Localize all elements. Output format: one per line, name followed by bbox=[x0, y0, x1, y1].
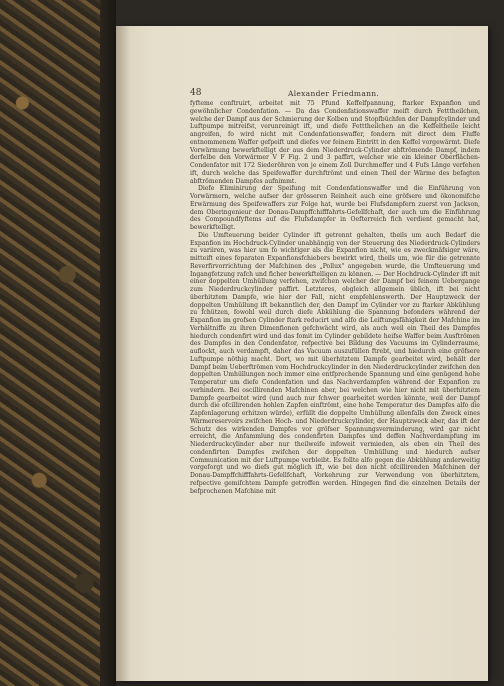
page-number: 48 bbox=[190, 88, 202, 98]
page-gutter-shadow bbox=[116, 26, 130, 681]
book-spine-edge bbox=[100, 0, 116, 686]
paragraph: fyfteme conftruirt, arbeitet mit 75 Pfund Keffelfpannung, ftarker Expanfion und gewöhnlicher Condenfation. — Da das Condenfationswaffer meift durch Fetttheilchen, welche der Dampf aus der Schmierung der Kolben und Stopfbüchfen der Dampfcylinder und Luftpumpe mitreifst, verunreinigt ift, und diefe Fetttheilchen an die Keffeltheile leicht angreifen, fo wird nicht mit Condenfationswaffer, fondern mit direct dem Fluffe entnommenem Waffer gefpeift und diefes vor feinem Eintritt in den Keffel vorgewärmt. Diefe Vorwärmung bewerkftelligt der aus dem Niederdruck-Cylinder abftrömende Dampf, indem derfelbe den Vorwärmer V F Fig. 2 und 3 paffirt, welcher wie ein kleiner Oberflächen-Condenfator mit 172 Siederöhren von je einem Zoll Durchmeffer und 4 Fufs Länge verfehen ift, durch welche das Speifewaffer durchftrömt und einen Theil der Wärme des befagten abftrömenden Dampfes aufnimmt. bbox=[190, 100, 480, 185]
marbled-book-cover bbox=[0, 0, 112, 686]
page-header bbox=[190, 88, 476, 100]
paragraph: Die Umfteuerung beider Cylinder ift getrennt gehalten, theils um auch Bedarf die Expanfion im Hochdruck-Cylinder unabhängig von der Steuerung des Niederdruck-Cylinders zu variiren, was hier um fo wichtiger als die Expanfion nicht, wie es zweckmäfsiger wäre, mitteift eines feparaten Expanfionsfchiebers bewirkt wird, theils um, wie für die getrennte Reverfirvorrichtung der Mafchinen des „Pollux" angegeben wurde, die Umfteuerung und Ingangfetzung rafch und ficher bewerkftelligen zu können. — Der Hochdruck-Cylinder ift mit einer doppelten Umhüllung verfehen, zwifchen welcher der Dampf bei feinem Uebergange zum Niederdruckcylinder paffirt. Letzteres, obgleich allgemein üblich, ift bei nicht überhitztem Dampfe, wie hier der Fall, nicht empfehlenswerth. Der Hauptzweck der doppelten Umhüllung ift bekanntlich der, den Dampf im Cylinder vor zu ftarker Abkühlung zu fchützen, fowohl weil durch diefe Abkühlung die Spannung befonders während der Expanfion im grofsen Cylinder ftark reducirt und alfo die Leiftungsfähigkeit der Mafchine im Verhältniffe zu ihren Dimenfionen gefchwächt wird, als auch weil ein Theil des Dampfes hiedurch condenfirt wird und das fomit im Cylinder gebildete heifse Waffer beim Ausftrömen des Dampfes in den Condenfator, refpective bei Bildung des Vacuums im Cylinderraume, auflockt, auch verdampft, daher das Vacuum auszufüllen ftrebt, und hiedurch eine gröfsere Luftpumpe nöthig macht. Dort, wo mit überhitztem Dampfe gearbeitet wird, behält der Dampf beim Ueberftrömen vom Hochdruckcylinder in den Niederdruckcylinder zwifchen den doppelten Umhüllungen noch immer eine entfprechende Spannung und eine genügend hohe Temperatur um diefe Condenfation und das Nachverdampfen während der Expanfion zu verhindern. Bei oscillirenden Mafchinen aber, bei welchen wie hier nicht mit überhitztem Dampfe gearbeitet wird (und auch nur fchwer gearbeitet werden könnte, weil der Dampf durch die ofcillirenden hohlen Zapfen einftrömt, eine hohe Temperatur des Dampfes alfo die Zapfenlagerung erhitzen würde), erfüllt die doppelte Umhüllung allenfalls den Zweck eines Wärmereservoirs zwifchen Hoch- und Niederdruckcylinder, der Hauptzweck aber, das ift der Schutz des wirkenden Dampfes vor gröfser Spannungsverminderung, wird gar nicht erreicht, die Anfammlung des condenfirten Dampfes und deffen Nachverdampfung im Niederdruckcylinder aber nur theilweife infoweit vermieden, als eben ein Theil des condenfirten Dampfes zwifchen der doppelten Umhüllung und hiedurch aufser Communication mit der Luftpumpe verbleibt. Es follte alfo gegen die Abkühlung anderweitig vorgeforgt und wo diefs gut möglich ift, wie bei den nicht ofcillirenden Mafchinen der Donau-Dampffchifffahrts-Gefellfchaft, Vorkehrung zur Verwendung von überhitztem, refpective gemifchtem Dampfe getroffen werden. Hingegen find die einzelnen Details der befprochenen Mafchine mit bbox=[190, 231, 480, 495]
body-text bbox=[190, 100, 480, 495]
running-head: Alexander Friedmann. bbox=[288, 89, 380, 98]
paragraph: Diefe Eliminirung der Speifung mit Condenfationswaffer und die Einführung von Vorwärmern, welche aufser der grösseren Reinheit auch eine gröfsere und ökonomifche Erwärmung des Speifewaffers zur Folge hat, wurde bei Flufsdampfern zuerst von Jackson, dem Oberingenieur der Donau-Dampffchifffahrts-Gefellfchaft, der auch um die Einführung des Compoundfyftems auf die Flufsdampfer in Oefterreich fich verdient gemacht hat, bewerkftelligt. bbox=[190, 185, 480, 231]
